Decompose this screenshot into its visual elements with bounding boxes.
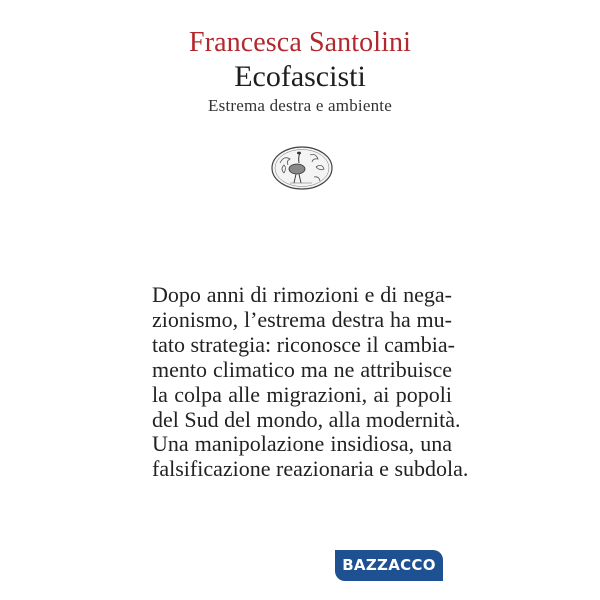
blurb-line: Dopo anni di rimozioni e di nega- xyxy=(152,282,452,307)
book-subtitle: Estrema destra e ambiente xyxy=(208,96,392,115)
blurb-line: mento climatico ma ne attribuisce xyxy=(152,356,452,382)
blurb-line: del Sud del mondo, alla modernità. xyxy=(152,406,461,432)
blurb-line: tato strategia: riconosce il cambia- xyxy=(152,331,455,357)
blurb-line: zionismo, l’estrema destra ha mu- xyxy=(152,306,452,332)
book-author: Francesca Santolini xyxy=(189,27,411,58)
bazzacco-badge[interactable]: BAZZACCO xyxy=(335,550,443,581)
blurb-line: falsificazione reazionaria e subdola. xyxy=(152,456,469,482)
book-title: Ecofascisti xyxy=(234,60,366,93)
blurb-line: la colpa alle migrazioni, ai popoli xyxy=(152,381,452,407)
ostrich-seal-icon xyxy=(270,145,334,191)
book-blurb xyxy=(152,282,469,482)
blurb-line: Una manipolazione insidiosa, una xyxy=(152,431,452,457)
